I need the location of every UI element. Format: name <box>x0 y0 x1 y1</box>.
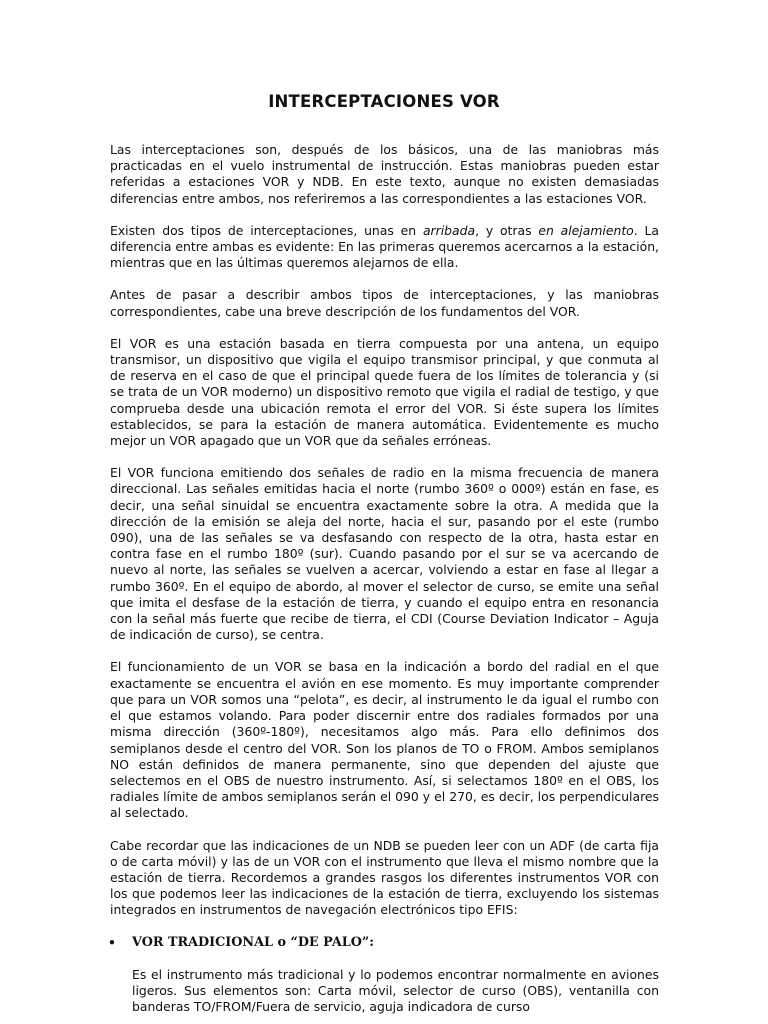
paragraph-fundamentals: Antes de pasar a describir ambos tipos de interceptaciones, y las maniobras correspondientes, cabe una breve descripción de los fundamentos del VOR. <box>110 287 659 319</box>
paragraph-vor-signals: El VOR funciona emitiendo dos señales de radio en la misma frecuencia de manera direccional. Las señales emitidas hacia el norte (rumbo 360º o 000º) están en fase, es decir, una señal sinuidal se encuentra exactamente sobre la otra. A medida que la dirección de la emisión se aleja del norte, hacia el sur, pasando por el este (rumbo 090), una de las señales se va desfasando con respecto de la otra, hasta estar en contra fase en el rumbo 180º (sur). Cuando pasando por el sur se va acercando de nuevo al norte, las señales se vuelven a acercar, volviendo a estar en fase al llegar a rumbo 360º. En el equipo de abordo, al mover el selector de curso, se emite una señal que imita el desfase de la estación de tierra, y cuando el equipo entra en resonancia con la señal más fuerte que recibe de tierra, el CDI (Course Deviation Indicator – Aguja de indicación de curso), se centra. <box>110 465 659 643</box>
document-body <box>110 142 659 1024</box>
paragraph-vor-tradicional: Es el instrumento más tradicional y lo podemos encontrar normalmente en aviones ligeros. Sus elementos son: Carta móvil, selector de curso (OBS), ventanilla con banderas TO/FROM/Fuera de servicio, aguja indicadora de curso <box>132 966 659 1015</box>
paragraph-types <box>110 223 659 272</box>
bullet-icon: • <box>108 934 116 950</box>
document-title: INTERCEPTACIONES VOR <box>268 92 500 111</box>
paragraph-vor-station: El VOR es una estación basada en tierra compuesta por una antena, un equipo transmisor, un dispositivo que vigila el equipo transmisor principal, y que conmuta al de reserva en el caso de que el principal quede fuera de los límites de tolerancia y (si se trata de un VOR moderno) un dispositivo remoto que vigila el radial de testigo, y que comprueba desde una ubicación remota el error del VOR. Si éste supera los límites establecidos, se para la estación de manera automática. Evidentemente es mucho mejor un VOR apagado que un VOR que da señales erróneas. <box>110 335 659 449</box>
paragraph-intro: Las interceptaciones son, después de los básicos, una de las maniobras más practicadas en el vuelo instrumental de instrucción. Estas maniobras pueden estar referidas a estaciones VOR y NDB. En este texto, aunque no existen demasiadas diferencias entre ambos, nos referiremos a las correspondientes a las estaciones VOR. <box>110 142 659 206</box>
paragraph-types-part-b: , y otras <box>475 222 539 238</box>
bullet-item-vor-tradicional <box>110 935 659 951</box>
paragraph-vor-operation: El funcionamiento de un VOR se basa en la indicación a bordo del radial en el que exactamente se encuentra el avión en ese momento. Es muy importante comprender que para un VOR somos una “pelota”, es decir, al instrumento le da igual el rumbo con el que estamos volando. Para poder discernir entre dos radiales formados por una misma dirección (360º-180º), necesitamos algo más. Para ello definimos dos semiplanos desde el centro del VOR. Son los planos de TO o FROM. Ambos semiplanos NO están definidos de manera permanente, sino que dependen del ajuste que selectemos en el OBS de nuestro instrumento. Así, si selectamos 180º en el OBS, los radiales límite de ambos semiplanos serán el 090 y el 270, es decir, los perpendiculares al selectado. <box>110 659 659 821</box>
paragraph-instruments: Cabe recordar que las indicaciones de un NDB se pueden leer con un ADF (de carta fija o de carta móvil) y las de un VOR con el instrumento que lleva el mismo nombre que la estación de tierra. Recordemos a grandes rasgos los diferentes instrumentos VOR con los que podemos leer las indicaciones de la estación de tierra, excluyendo los sistemas integrados en instrumentos de navegación electrónicos tipo EFIS: <box>110 837 659 918</box>
bullet-heading: VOR TRADICIONAL o “DE PALO”: <box>132 934 375 950</box>
paragraph-types-emphasis-arribada: arribada <box>422 222 476 238</box>
paragraph-types-emphasis-alejamiento: en alejamiento <box>538 222 634 238</box>
paragraph-types-part-a: Existen dos tipos de interceptaciones, unas en <box>110 222 423 238</box>
paragraph-types-part-c: . La diferencia entre ambas es evidente: En las primeras queremos acercarnos a la estación, mientras que en las últimas queremos alejarnos de ella. <box>110 222 660 271</box>
